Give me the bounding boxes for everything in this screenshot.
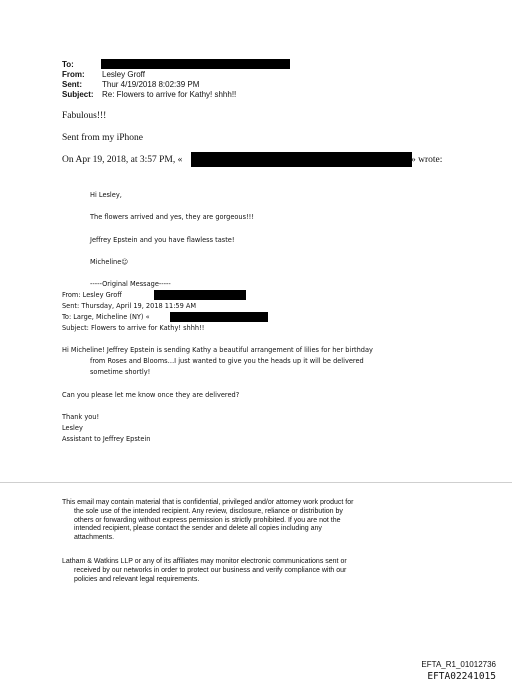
bates-id-1: EFTA_R1_01012736 — [421, 660, 496, 669]
subject-value: Re: Flowers to arrive for Kathy! shhh!! — [102, 90, 237, 99]
message-paragraph-2: Jeffrey Epstein and you have flawless taste! — [90, 236, 235, 244]
original-body-line-1: Hi Micheline! Jeffrey Epstein is sending Kathy a beautiful arrangement of lilies for her birthday — [62, 346, 373, 354]
original-to: To: Large, Micheline (NY) « — [62, 313, 150, 321]
disclaimer-paragraph-1 — [62, 499, 353, 543]
from-label: From: — [62, 70, 85, 79]
original-body-line-2: from Roses and Blooms…I just wanted to give you the heads up it will be delivered — [90, 357, 364, 365]
disclaimer-line: policies and relevant legal requirements. — [74, 575, 200, 583]
disclaimer-line: Latham & Watkins LLP or any of its affiliates may monitor electronic communications sent or — [62, 558, 347, 565]
quote-suffix: » wrote: — [411, 155, 443, 165]
message-signoff: Micheline☺ — [90, 258, 129, 266]
footer-divider — [0, 482, 512, 483]
original-ask: Can you please let me know once they are delivered? — [62, 391, 240, 399]
reply-line-2: Sent from my iPhone — [62, 133, 144, 143]
bates-id-2: EFTA02241015 — [427, 671, 496, 682]
redaction-to — [101, 59, 290, 69]
original-body-line-3: sometime shortly! — [90, 368, 151, 376]
disclaimer-line: intended recipient, please contact the sender and delete all copies including any — [74, 525, 322, 533]
from-value: Lesley Groff — [102, 70, 145, 79]
original-from: From: Lesley Groff — [62, 291, 122, 299]
subject-label: Subject: — [62, 90, 94, 99]
disclaimer-line: the sole use of the intended recipient. Any review, disclosure, reliance or distribution by — [74, 507, 343, 515]
disclaimer-paragraph-2 — [62, 558, 347, 584]
redaction-to-email — [170, 312, 268, 322]
reply-line-1: Fabulous!!! — [62, 111, 107, 121]
message-greeting: Hi Lesley, — [90, 191, 122, 199]
disclaimer-line: attachments. — [74, 534, 115, 542]
redaction-from-email — [154, 290, 246, 300]
sent-label: Sent: — [62, 80, 82, 89]
original-name: Lesley — [62, 424, 83, 432]
disclaimer-line: others or forwarding without express permission is strictly prohibited. If you are not the — [74, 516, 341, 524]
disclaimer-line: This email may contain material that is confidential, privileged and/or attorney work product for — [62, 499, 354, 506]
quote-prefix: On Apr 19, 2018, at 3:57 PM, « — [62, 155, 183, 165]
disclaimer-line: received by our networks in order to protect our business and verify compliance with our — [74, 566, 347, 574]
original-thanks: Thank you! — [62, 413, 100, 421]
original-divider: -----Original Message----- — [90, 280, 171, 288]
original-title: Assistant to Jeffrey Epstein — [62, 435, 151, 443]
original-subject: Subject: Flowers to arrive for Kathy! shhh!! — [62, 324, 205, 332]
message-paragraph-1: The flowers arrived and yes, they are gorgeous!!! — [90, 213, 254, 221]
sent-value: Thur 4/19/2018 8:02:39 PM — [102, 80, 200, 89]
to-label: To: — [62, 60, 74, 69]
original-sent: Sent: Thursday, April 19, 2018 11:59 AM — [62, 302, 197, 310]
redaction-sender-email — [191, 152, 412, 167]
